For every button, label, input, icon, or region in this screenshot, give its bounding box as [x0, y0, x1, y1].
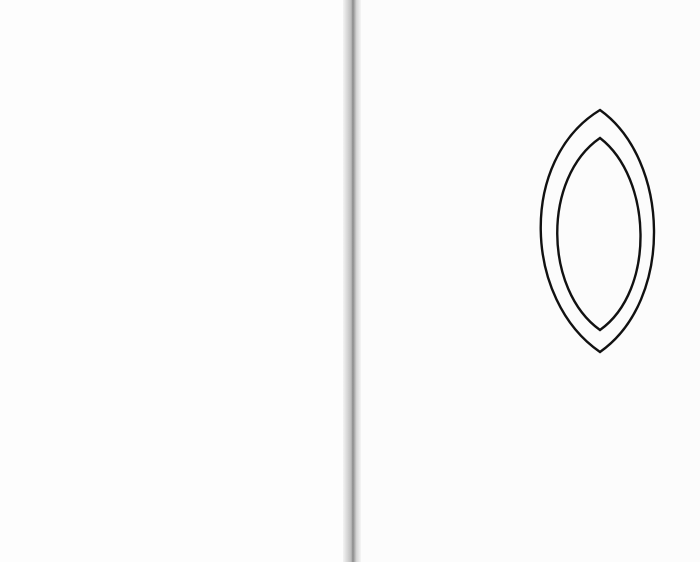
- almond-outline-inner: [557, 138, 640, 330]
- right-page: [352, 0, 700, 562]
- figure-59b-necklace-diagram: [0, 0, 352, 390]
- book-gutter: [343, 0, 361, 562]
- figure-60-bead-pattern: [352, 0, 700, 520]
